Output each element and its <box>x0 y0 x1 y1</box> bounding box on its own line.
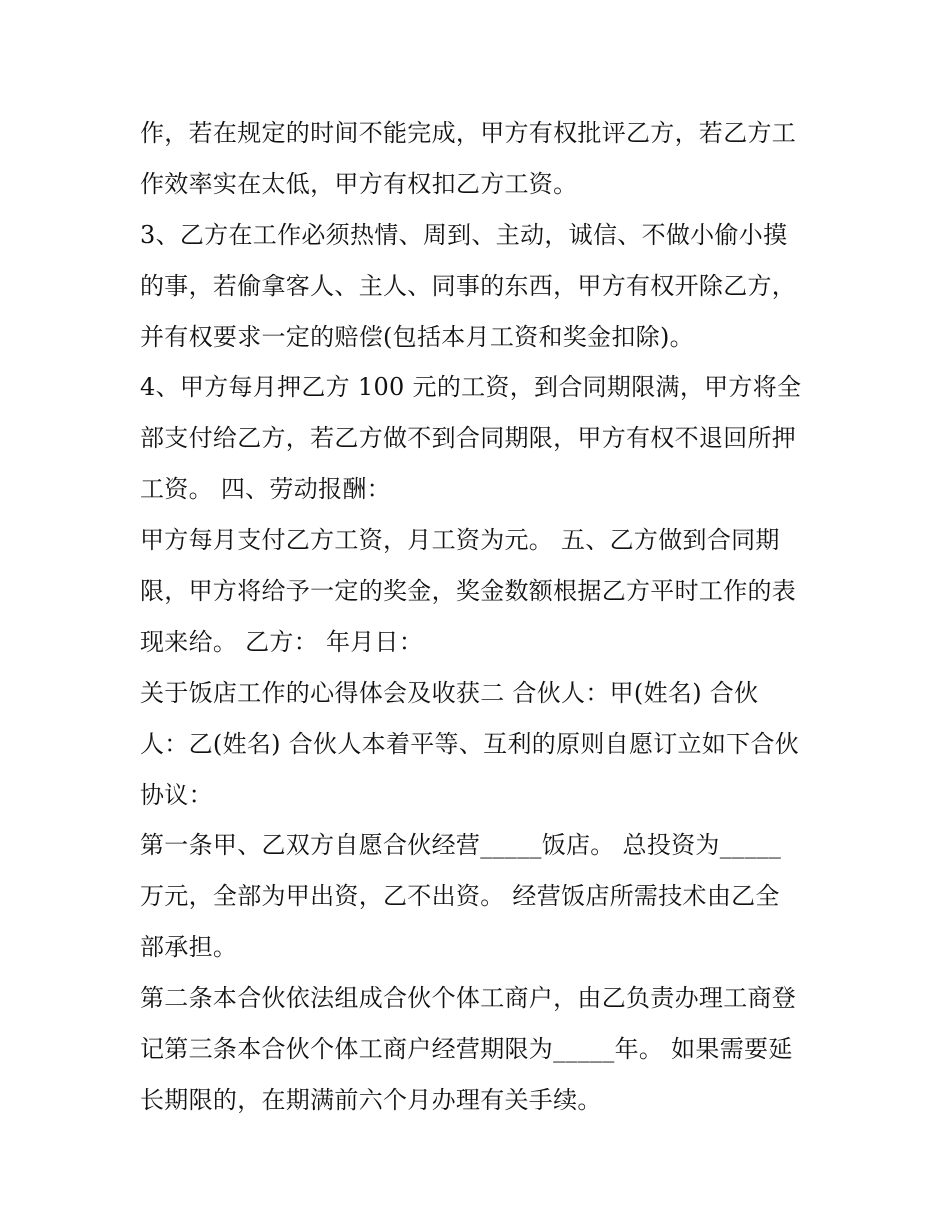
text-line: 部支付给乙方，若乙方做不到合同期限，甲方有权不退回所押 <box>140 424 797 453</box>
text-line: 部承担。 <box>140 933 238 962</box>
text-line: 4、甲方每月押乙方 100 元的工资，到合同期限满，甲方将全 <box>140 373 802 402</box>
text-line: 作，若在规定的时间不能完成，甲方有权批评乙方，若乙方工 <box>140 119 797 147</box>
text-line: 的事，若偷拿客人、主人、同事的东西，甲方有权开除乙方， <box>140 271 797 300</box>
text-line: 并有权要求一定的赔偿(包括本月工资和奖金扣除)。 <box>140 322 694 351</box>
text-line: 工资。 四、劳动报酬： <box>140 475 391 504</box>
text-line: 第一条甲、乙双方自愿合伙经营_____饭店。 总投资为_____ <box>140 831 782 860</box>
text-line: 人：乙(姓名) 合伙人本着平等、互利的原则自愿订立如下合伙 <box>140 729 800 758</box>
text-line: 万元，全部为甲出资，乙不出资。 经营饭店所需技术由乙全 <box>140 882 780 911</box>
text-line: 作效率实在太低，甲方有权扣乙方工资。 <box>140 169 578 198</box>
text-line: 关于饭店工作的心得体会及收获二 合伙人：甲(姓名) 合伙 <box>140 678 759 707</box>
text-line: 长期限的，在期满前六个月办理有关手续。 <box>140 1085 602 1114</box>
document-body <box>140 108 820 1126</box>
text-line: 现来给。 乙方： 年月日： <box>140 627 424 656</box>
text-line: 限，甲方将给予一定的奖金，奖金数额根据乙方平时工作的表 <box>140 577 797 606</box>
text-line: 记第三条本合伙个体工商户经营期限为_____年。 如果需要延 <box>140 1035 793 1064</box>
text-line: 3、乙方在工作必须热情、周到、主动，诚信、不做小偷小摸 <box>140 220 788 249</box>
text-line: 第二条本合伙依法组成合伙个体工商户，由乙负责办理工商登 <box>140 984 797 1013</box>
text-line: 甲方每月支付乙方工资，月工资为元。 五、乙方做到合同期 <box>140 526 780 555</box>
text-line: 协议： <box>140 780 213 809</box>
